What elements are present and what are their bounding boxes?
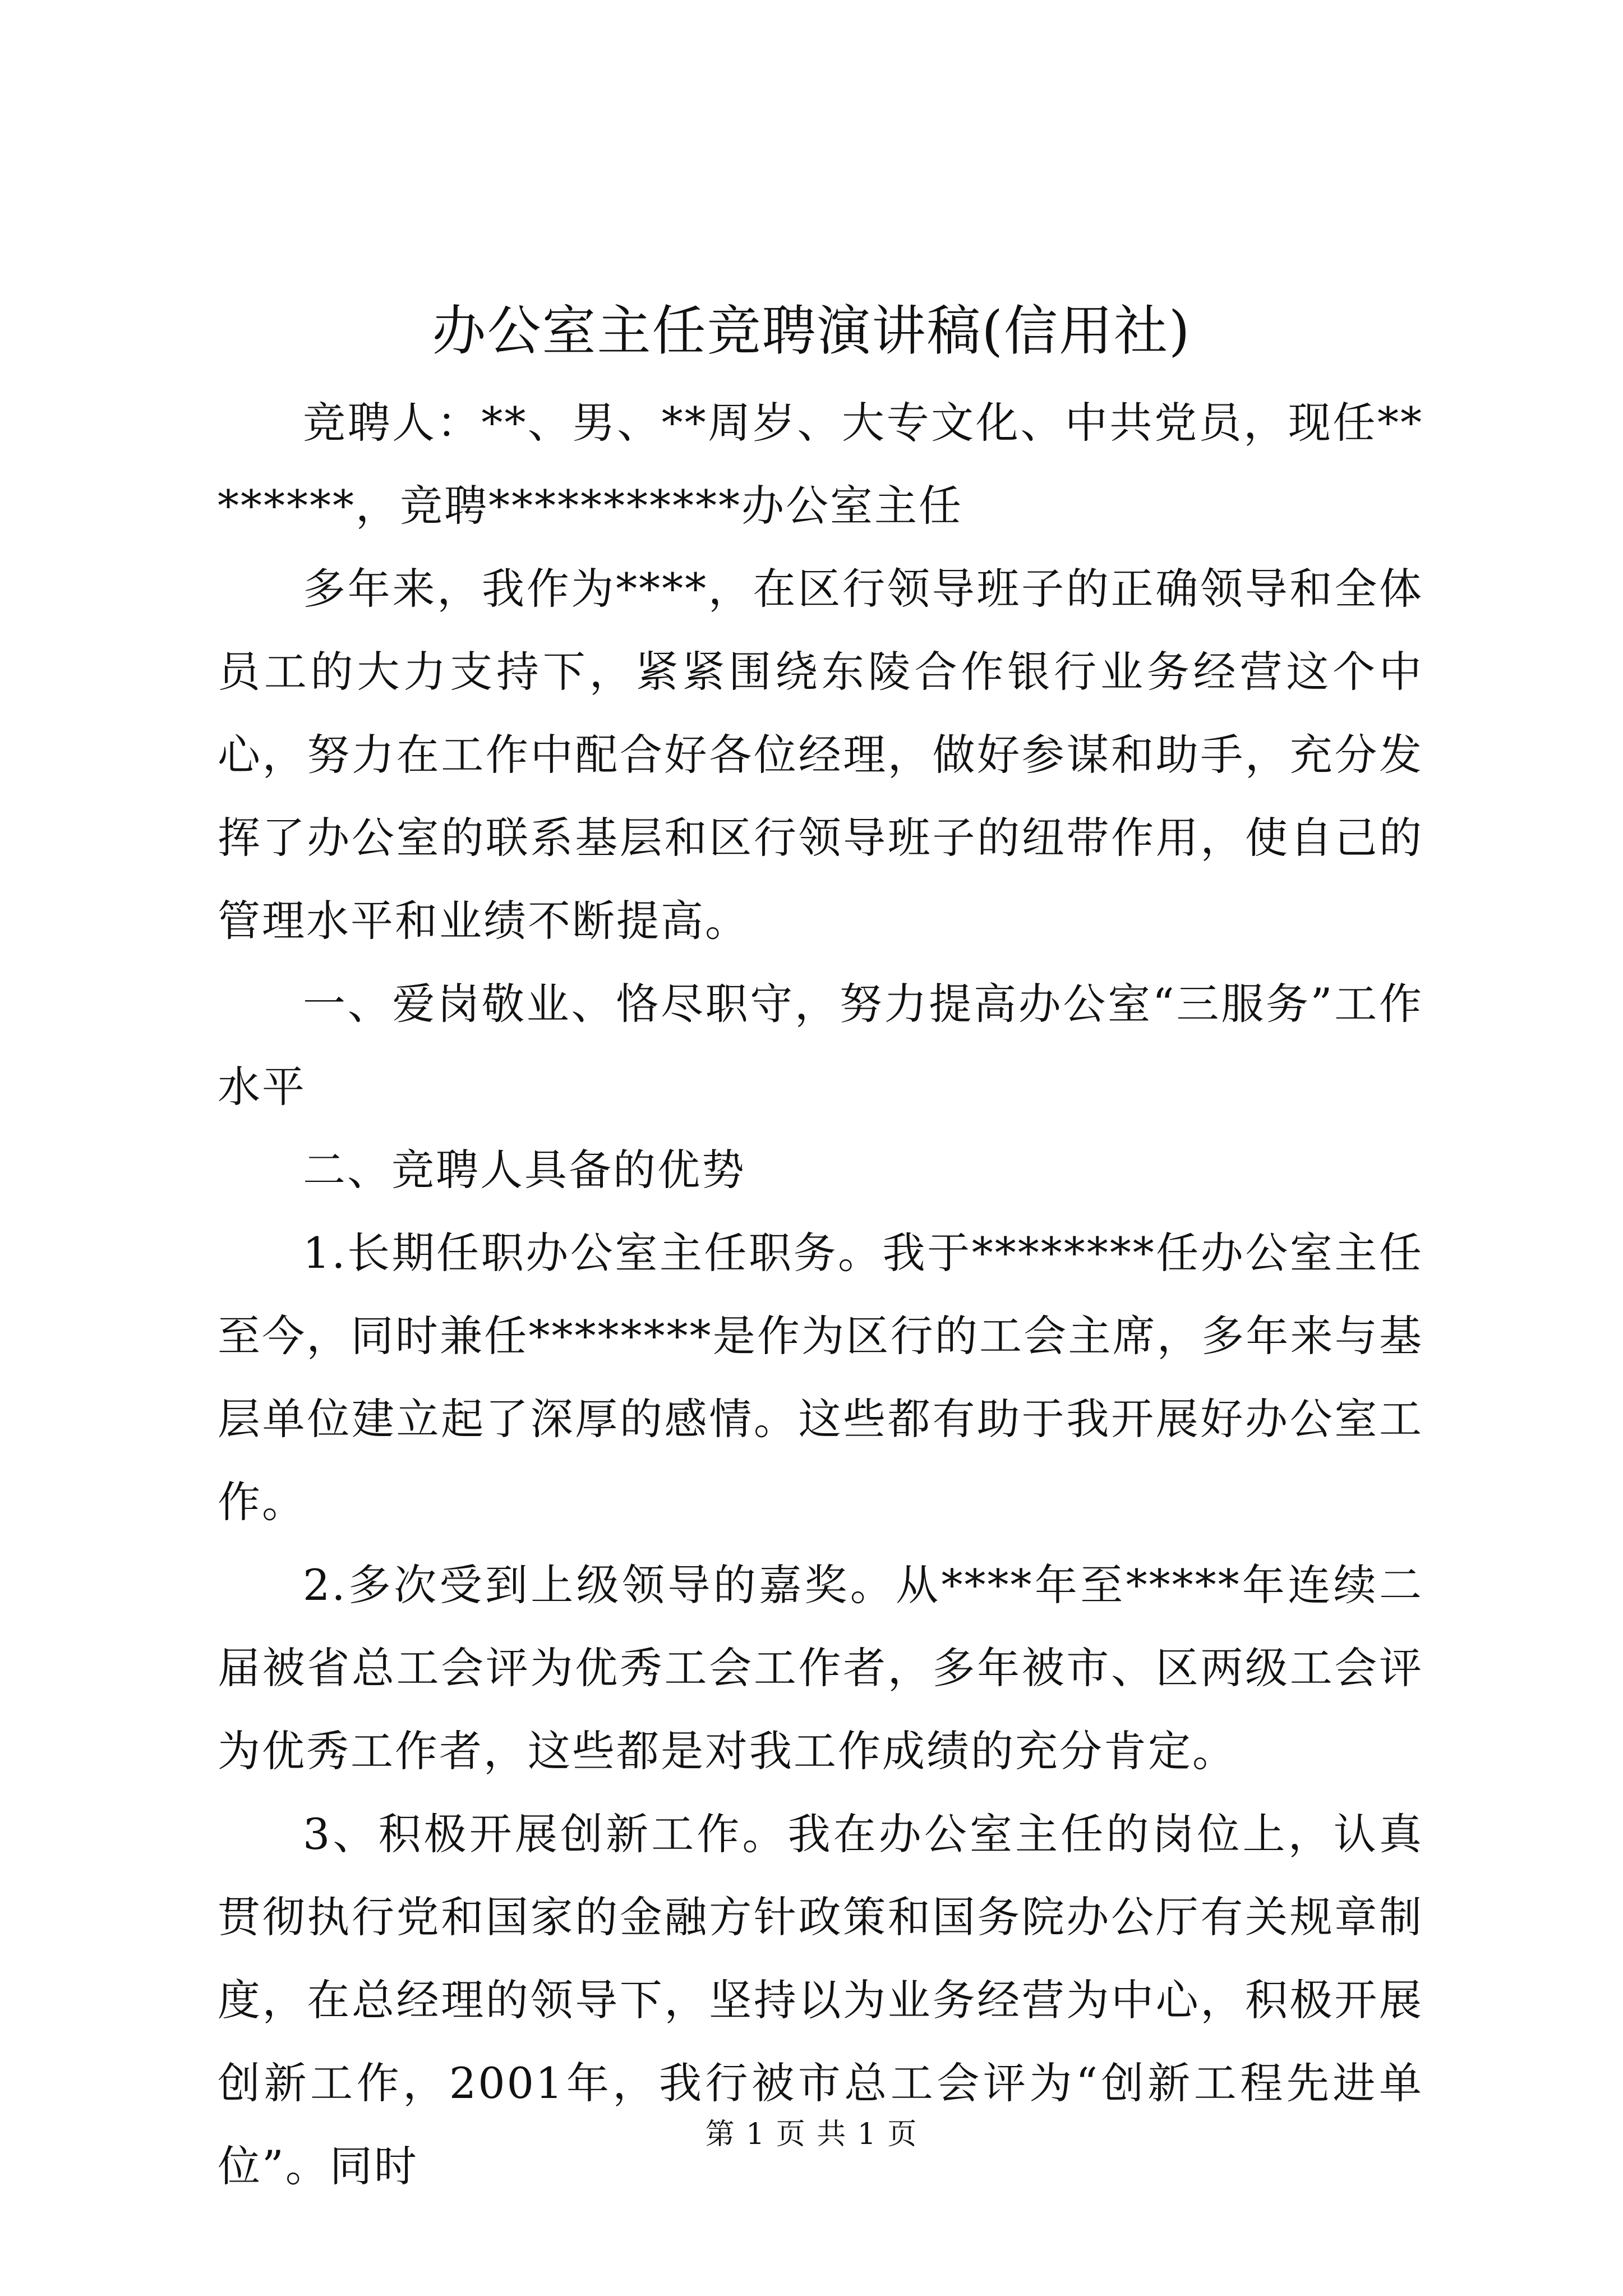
paragraph-candidate-info: 竞聘人：**、男、**周岁、大专文化、中共党员，现任********，竞聘***********办公室主任 <box>218 398 1423 531</box>
paragraph-heading-one: 一、爱岗敬业、恪尽职守，努力提高办公室“三服务”工作水平 <box>218 979 1423 1112</box>
paragraph-advantage-3: 3、积极开展创新工作。我在办公室主任的岗位上，认真贯彻执行党和国家的金融方针政策和国务院办公厅有关规章制度，在总经理的领导下，坚持以为业务经营为中心，积极开展创新工作，2001年，我行被市总工会评为“创新工程先进单位”。同时 <box>218 1809 1423 2191</box>
paragraph-heading-two: 二、竞聘人具备的优势 <box>303 1145 746 1195</box>
page-footer: 第 1 页 共 1 页 <box>705 2118 918 2151</box>
paragraph-introduction: 多年来，我作为****，在区行领导班子的正确领导和全体员工的大力支持下，紧紧围绕东陵合作银行业务经营这个中心，努力在工作中配合好各位经理，做好参谋和助手，充分发挥了办公室的联系基层和区行领导班子的纽带作用，使自己的管理水平和业绩不断提高。 <box>218 564 1423 946</box>
paragraph-advantage-1: 1.长期任职办公室主任职务。我于********任办公室主任至今，同时兼任********是作为区行的工会主席，多年来与基层单位建立起了深厚的感情。这些都有助于我开展好办公室工作。 <box>218 1228 1423 1527</box>
document-body <box>218 381 1423 2208</box>
document-title: 办公室主任竞聘演讲稿(信用社) <box>432 300 1191 362</box>
paragraph-advantage-2: 2.多次受到上级领导的嘉奖。从****年至*****年连续二届被省总工会评为优秀工会工作者，多年被市、区两级工会评为优秀工作者，这些都是对我工作成绩的充分肯定。 <box>218 1560 1423 1776</box>
